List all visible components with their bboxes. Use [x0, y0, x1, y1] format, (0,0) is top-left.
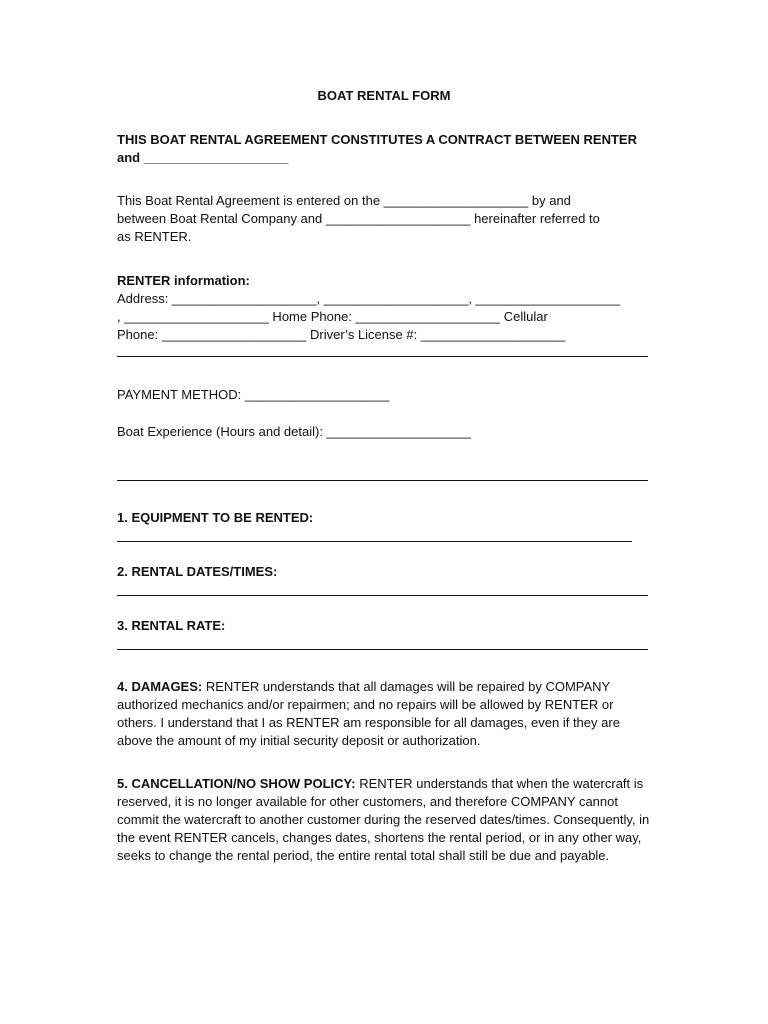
- rental-dates-heading: 2. RENTAL DATES/TIMES:: [117, 564, 278, 579]
- renter-information: [117, 272, 650, 344]
- cancellation-text: RENTER understands that when the watercraft is reserved, it is no longer available for other customers, and therefore COMPANY cannot commit the watercraft to another customer during the reserved dates/times. Consequently, in the event RENTER cancels, changes dates, shortens the rental period, or in any other way, seeks to change the rental period, the entire rental total shall still be due and payable.: [117, 776, 650, 863]
- payment-method: PAYMENT METHOD: ____________________: [117, 387, 390, 402]
- agreement-intro: [117, 192, 650, 246]
- contract-line-1: THIS BOAT RENTAL AGREEMENT CONSTITUTES A CONTRACT BETWEEN RENTER: [117, 132, 637, 147]
- intro-line-1: This Boat Rental Agreement is entered on the ____________________ by and: [117, 193, 571, 208]
- intro-line-2: between Boat Rental Company and ____________________ hereinafter referred to: [117, 211, 600, 226]
- damages-text: RENTER understands that all damages will be repaired by COMPANY authorized mechanics and/or repairmen; and no repairs will be allowed by RENTER or others. I understand that I as RENTER am responsible for all damages, even if they are above the amount of my initial security deposit or authorization.: [117, 679, 620, 748]
- renter-license-line: Phone: ____________________ Driver’s License #: ____________________: [117, 327, 566, 342]
- rental-rate-line: [117, 649, 648, 650]
- equipment-line: [117, 541, 632, 542]
- renter-phone-line: , ____________________ Home Phone: ____________________ Cellular: [117, 309, 548, 324]
- boat-experience: Boat Experience (Hours and detail): ____________________: [117, 424, 472, 439]
- equipment-heading: 1. EQUIPMENT TO BE RENTED:: [117, 510, 314, 525]
- rental-rate-heading: 3. RENTAL RATE:: [117, 618, 226, 633]
- intro-line-3: as RENTER.: [117, 229, 192, 244]
- renter-extra-line: [117, 356, 648, 357]
- cancellation-label: 5. CANCELLATION/NO SHOW POLICY:: [117, 776, 356, 791]
- damages-clause: [117, 678, 650, 750]
- experience-detail-line: [117, 480, 648, 481]
- contract-line-2: and ____________________: [117, 150, 289, 165]
- cancellation-clause: [117, 775, 650, 865]
- document-title: BOAT RENTAL FORM: [317, 88, 451, 103]
- contract-statement: [117, 131, 650, 167]
- renter-address-line: Address: ____________________, ____________________, ____________________: [117, 291, 621, 306]
- rental-dates-line: [117, 595, 648, 596]
- renter-heading: RENTER information:: [117, 273, 250, 288]
- damages-label: 4. DAMAGES:: [117, 679, 203, 694]
